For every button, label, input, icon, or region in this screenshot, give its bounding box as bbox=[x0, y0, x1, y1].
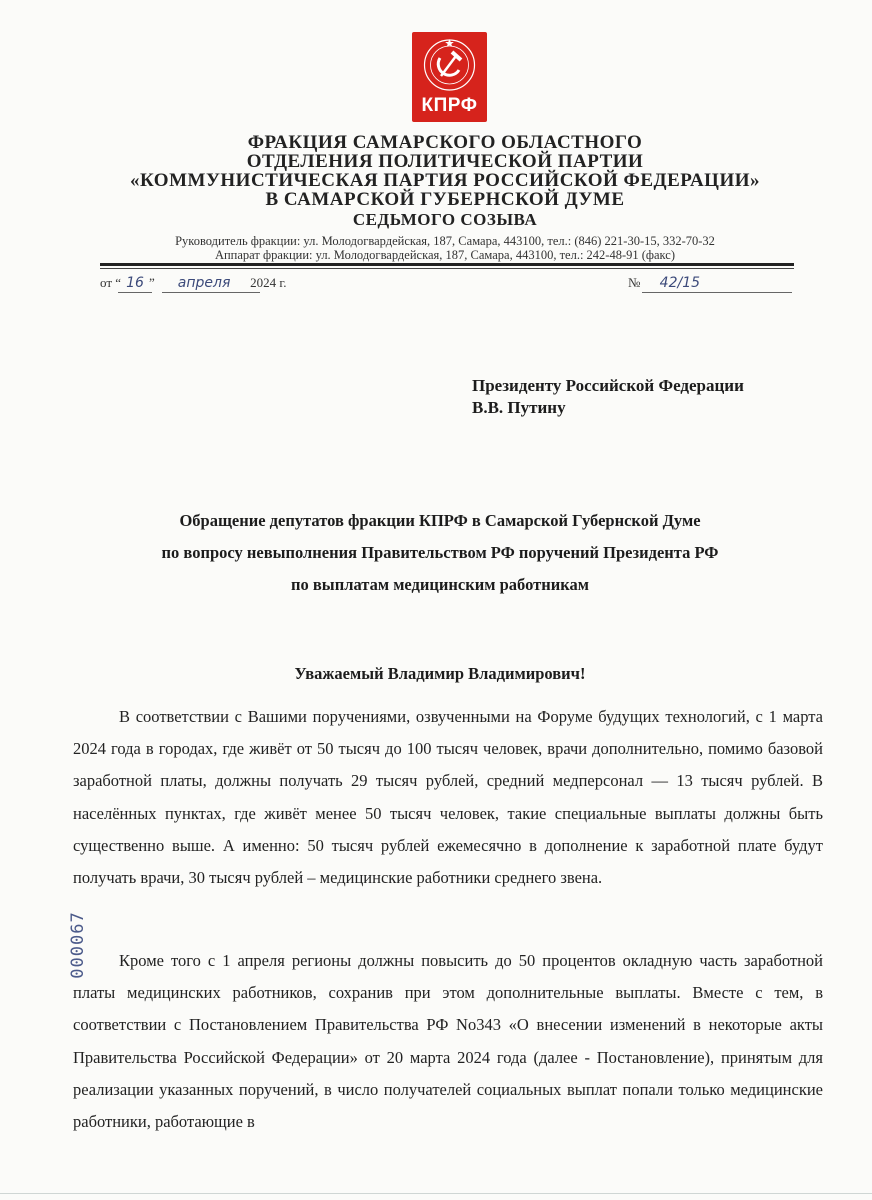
header-line-1: ФРАКЦИЯ САМАРСКОГО ОБЛАСТНОГО bbox=[247, 132, 643, 153]
header-line-2: ОТДЕЛЕНИЯ ПОЛИТИЧЕСКОЙ ПАРТИИ bbox=[246, 151, 644, 172]
header-line-3: «КОММУНИСТИЧЕСКАЯ ПАРТИЯ РОССИЙСКОЙ ФЕДЕРАЦИИ» bbox=[130, 170, 760, 191]
number-label: № bbox=[628, 275, 641, 290]
appeal-title bbox=[60, 505, 820, 601]
number-underline bbox=[642, 292, 792, 293]
header-rule-thin bbox=[100, 268, 794, 269]
header-line-5: СЕДЬМОГО СОЗЫВА bbox=[352, 210, 538, 229]
addressee-line-2: В.В. Путину bbox=[472, 398, 566, 417]
date-prefix: от bbox=[100, 275, 113, 290]
paragraph-2: Кроме того с 1 апреля регионы должны повысить до 50 процентов окладную часть заработной платы медицинских работников, сохранив при этом дополнительные выплаты. Вместе с тем, в соответствии с Постановлением Правительства РФ No343 «О внесении изменений в некоторые акты Правительства Российской Федерации» от 20 марта 2024 года (далее - Постановление), принятым для реализации указанных поручений, в число получателей социальных выплат попали только медицинские работники, работающие в bbox=[73, 951, 823, 1132]
title-line-1: Обращение депутатов фракции КПРФ в Самарской Губернской Думе bbox=[179, 511, 701, 530]
title-line-3: по выплатам медицинским работникам bbox=[291, 575, 589, 594]
kprf-logo bbox=[412, 32, 487, 122]
date-field: от “ 16 ” апреля 2024 г. bbox=[100, 275, 287, 291]
date-month: апреля bbox=[177, 275, 231, 291]
logo-text: КПРФ bbox=[421, 95, 478, 116]
registration-stamp bbox=[58, 895, 98, 995]
addressee-block bbox=[472, 375, 744, 419]
header-line-4: В САМАРСКОЙ ГУБЕРНСКОЙ ДУМЕ bbox=[265, 189, 625, 210]
document-number: 42/15 bbox=[659, 275, 701, 291]
faction-header bbox=[100, 133, 790, 229]
date-year: 2024 bbox=[250, 275, 277, 290]
header-rule-thick bbox=[100, 263, 794, 266]
number-field bbox=[628, 275, 770, 291]
addressee-line-1: Президенту Российской Федерации bbox=[472, 376, 744, 395]
date-month-underline bbox=[162, 292, 260, 293]
title-line-2: по вопросу невыполнения Правительством РФ поручений Президента РФ bbox=[161, 543, 719, 562]
date-year-suffix: г. bbox=[279, 275, 287, 290]
date-day: 16 bbox=[126, 275, 144, 291]
stamp-number: 000067 bbox=[68, 911, 88, 979]
paragraph-1: В соответствии с Вашими поручениями, озвученными на Форуме будущих технологий, с 1 марта 2024 года в городах, где живёт от 50 тысяч до 100 тысяч человек, врачи дополнительно, помимо базовой заработной платы, должны получать 29 тысяч рублей, средний медперсонал — 13 тысяч рублей. В населённых пунктах, где живёт менее 50 тысяч человек, такие специальные выплаты должны быть существенно выше. А именно: 50 тысяч рублей ежемесячно в дополнение к заработной плате будут получать врачи, 30 тысяч рублей – медицинские работники среднего звена. bbox=[73, 707, 823, 888]
date-day-underline bbox=[118, 292, 152, 293]
scan-edge bbox=[0, 1193, 872, 1194]
salutation: Уважаемый Владимир Владимирович! bbox=[294, 664, 586, 683]
header-contact-2: Аппарат фракции: ул. Молодогвардейская, 187, Самара, 443100, тел.: 242-48-91 (факс) bbox=[214, 248, 676, 262]
header-contact-1: Руководитель фракции: ул. Молодогвардейская, 187, Самара, 443100, тел.: (846) 221-30-15, 332-70-32 bbox=[175, 234, 715, 248]
